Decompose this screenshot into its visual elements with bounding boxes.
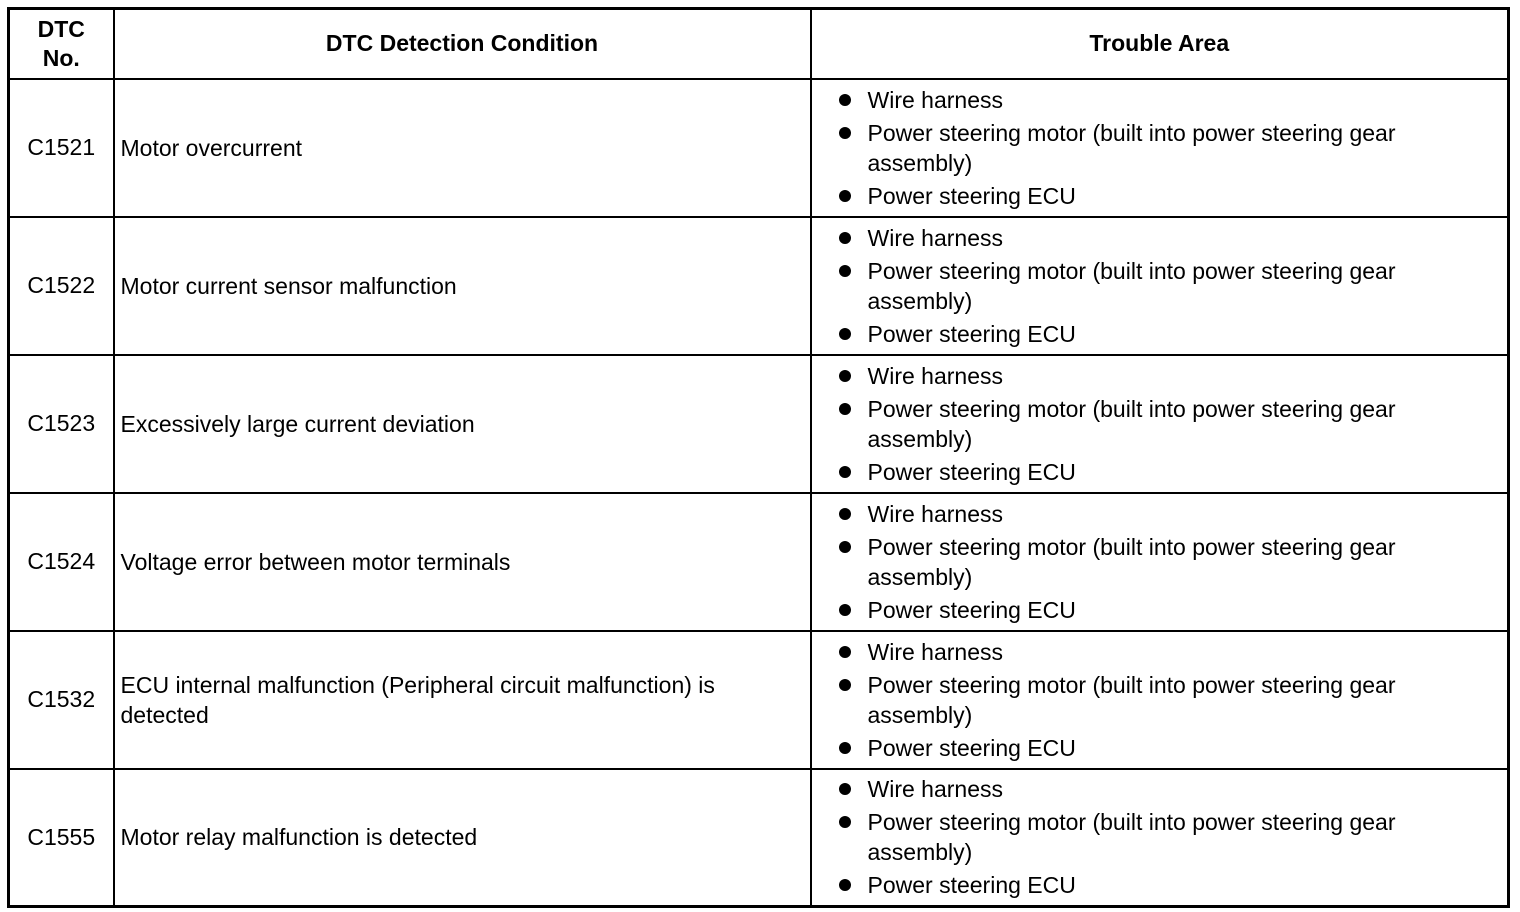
bullet-icon — [839, 742, 851, 754]
trouble-area-text: Power steering ECU — [867, 458, 1076, 485]
trouble-area-list — [812, 361, 1508, 487]
header-dtc-no — [9, 9, 114, 79]
trouble-area-item — [836, 394, 1488, 454]
bullet-icon — [839, 370, 851, 382]
table-row — [9, 769, 1509, 907]
dtc-code-cell: C1522 — [9, 217, 114, 355]
dtc-code-cell: C1524 — [9, 493, 114, 631]
trouble-area-text: Power steering motor (built into power steering gear assembly) — [867, 671, 1396, 728]
trouble-area-text: Power steering motor (built into power steering gear assembly) — [867, 395, 1396, 452]
dtc-table — [7, 7, 1510, 908]
trouble-area-cell — [811, 355, 1509, 493]
trouble-area-item — [836, 637, 1488, 667]
trouble-area-list — [812, 223, 1508, 349]
bullet-icon — [839, 190, 851, 202]
trouble-area-text: Power steering motor (built into power steering gear assembly) — [867, 119, 1396, 176]
bullet-icon — [839, 328, 851, 340]
bullet-icon — [839, 403, 851, 415]
detection-condition-cell: Voltage error between motor terminals — [114, 493, 811, 631]
trouble-area-cell — [811, 769, 1509, 907]
trouble-area-item — [836, 499, 1488, 529]
bullet-icon — [839, 783, 851, 795]
trouble-area-item — [836, 256, 1488, 316]
trouble-area-item — [836, 807, 1488, 867]
trouble-area-text: Wire harness — [867, 224, 1003, 251]
bullet-icon — [839, 646, 851, 658]
trouble-area-text: Power steering ECU — [867, 872, 1076, 899]
header-trouble-area: Trouble Area — [811, 9, 1509, 79]
trouble-area-item — [836, 85, 1488, 115]
trouble-area-item — [836, 457, 1488, 487]
trouble-area-item — [836, 870, 1488, 900]
table-row — [9, 631, 1509, 769]
header-row — [9, 9, 1509, 79]
trouble-area-cell — [811, 217, 1509, 355]
trouble-area-item — [836, 118, 1488, 178]
table-row — [9, 79, 1509, 217]
dtc-code-cell: C1521 — [9, 79, 114, 217]
trouble-area-text: Power steering ECU — [867, 320, 1076, 347]
bullet-icon — [839, 508, 851, 520]
trouble-area-text: Power steering ECU — [867, 734, 1076, 761]
trouble-area-item — [836, 181, 1488, 211]
detection-condition-cell: Motor current sensor malfunction — [114, 217, 811, 355]
trouble-area-list — [812, 637, 1508, 763]
trouble-area-text: Power steering ECU — [867, 182, 1076, 209]
header-dtc-no-line2: No. — [42, 44, 80, 71]
detection-condition-cell: Motor relay malfunction is detected — [114, 769, 811, 907]
trouble-area-text: Wire harness — [867, 638, 1003, 665]
table-row — [9, 217, 1509, 355]
trouble-area-item — [836, 319, 1488, 349]
trouble-area-text: Wire harness — [867, 362, 1003, 389]
trouble-area-item — [836, 733, 1488, 763]
trouble-area-item — [836, 595, 1488, 625]
table-row — [9, 493, 1509, 631]
detection-condition-cell: Excessively large current deviation — [114, 355, 811, 493]
bullet-icon — [839, 466, 851, 478]
table-header — [9, 9, 1509, 79]
trouble-area-cell — [811, 631, 1509, 769]
trouble-area-list — [812, 499, 1508, 625]
header-dtc-no-line1: DTC — [37, 15, 85, 42]
trouble-area-text: Wire harness — [867, 776, 1003, 803]
trouble-area-list — [812, 85, 1508, 211]
trouble-area-item — [836, 532, 1488, 592]
trouble-area-item — [836, 670, 1488, 730]
trouble-area-text: Power steering motor (built into power steering gear assembly) — [867, 257, 1396, 314]
dtc-code-cell: C1532 — [9, 631, 114, 769]
trouble-area-list — [812, 774, 1508, 900]
bullet-icon — [839, 232, 851, 244]
bullet-icon — [839, 879, 851, 891]
dtc-code-cell: C1555 — [9, 769, 114, 907]
detection-condition-cell: ECU internal malfunction (Peripheral circuit malfunction) is detected — [114, 631, 811, 769]
header-condition: DTC Detection Condition — [114, 9, 811, 79]
trouble-area-text: Wire harness — [867, 500, 1003, 527]
trouble-area-text: Wire harness — [867, 86, 1003, 113]
dtc-code-cell: C1523 — [9, 355, 114, 493]
trouble-area-text: Power steering motor (built into power steering gear assembly) — [867, 809, 1396, 866]
trouble-area-cell — [811, 493, 1509, 631]
bullet-icon — [839, 94, 851, 106]
trouble-area-cell — [811, 79, 1509, 217]
trouble-area-item — [836, 774, 1488, 804]
trouble-area-text: Power steering motor (built into power steering gear assembly) — [867, 533, 1396, 590]
trouble-area-text: Power steering ECU — [867, 596, 1076, 623]
bullet-icon — [839, 604, 851, 616]
table-body — [9, 79, 1509, 907]
bullet-icon — [839, 679, 851, 691]
bullet-icon — [839, 265, 851, 277]
table-row — [9, 355, 1509, 493]
bullet-icon — [839, 816, 851, 828]
trouble-area-item — [836, 223, 1488, 253]
bullet-icon — [839, 541, 851, 553]
detection-condition-cell: Motor overcurrent — [114, 79, 811, 217]
bullet-icon — [839, 127, 851, 139]
trouble-area-item — [836, 361, 1488, 391]
